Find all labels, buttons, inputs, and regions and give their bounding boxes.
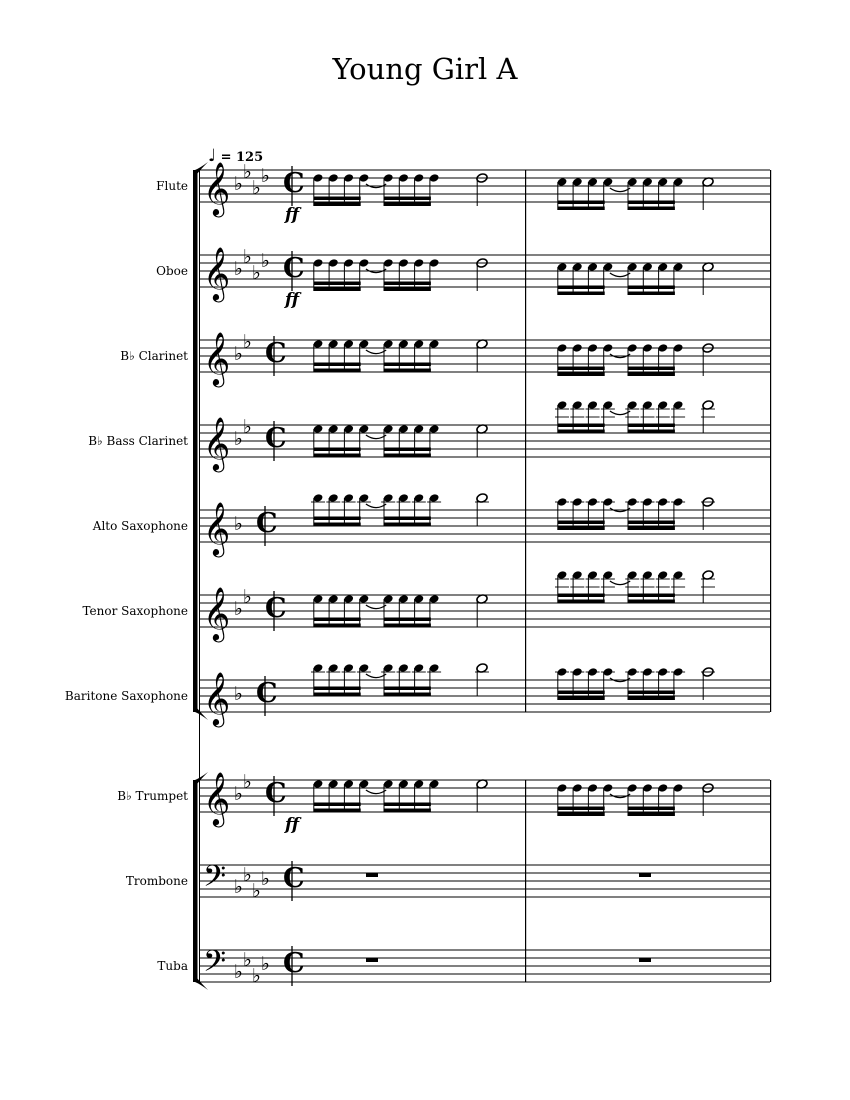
instrument-label: Trombone [125,874,188,888]
treble-clef-icon: 𝄞 [203,501,231,555]
measure-1 [366,873,378,877]
flat-icon: ♭ [243,161,252,183]
woodwind-bracket-bar [193,170,198,712]
beam [384,288,431,292]
cut-time-icon: C [265,338,287,369]
beam [384,517,431,521]
beam [558,813,605,817]
beam [558,697,605,701]
beam [314,624,361,628]
measure-1 [313,424,489,457]
beam [384,454,431,458]
flat-icon: ♭ [234,876,243,898]
system-start-line [199,170,200,982]
measure-2 [557,177,715,210]
tempo-text: = 125 [220,150,264,165]
treble-clef-icon: 𝄞 [203,161,231,215]
beam [314,203,361,207]
beam [628,201,675,205]
beam [384,618,431,622]
tie [366,605,386,609]
staff-3 [199,331,770,387]
quarter-note-icon: ♩ [208,146,217,166]
tie [610,411,630,415]
flat-icon: ♭ [234,961,243,983]
cut-time-icon: C [256,508,278,539]
beam [558,367,605,371]
beam [384,523,431,527]
flat-icon: ♭ [243,246,252,268]
instrument-label: B♭ Trumpet [117,789,188,803]
dynamic-marking: ff [285,205,300,225]
flat-icon: ♭ [252,262,261,284]
staff-9 [199,860,770,902]
staff-1 [199,161,770,217]
flat-icon: ♭ [234,173,243,195]
cut-time-icon: C [265,423,287,454]
beam [558,430,605,434]
beam [558,424,605,428]
barline-brass-end [770,780,771,982]
beam [314,517,361,521]
measure-2 [639,873,651,877]
flat-icon: ♭ [234,258,243,280]
measure-1 [313,594,489,627]
tie [610,273,630,277]
treble-clef-icon: 𝄞 [203,246,231,300]
treble-clef-icon: 𝄞 [203,416,231,470]
beam [314,197,361,201]
score-title: Young Girl A [332,52,518,86]
beam [628,521,675,525]
cut-time-icon: C [283,948,305,979]
beam [628,691,675,695]
beam [558,594,605,598]
tie [366,350,386,354]
beam [558,292,605,296]
beam [558,527,605,531]
bass-clef-icon: 𝄢 [203,860,227,901]
beam [628,430,675,434]
beam [558,600,605,604]
flat-icon: ♭ [243,949,252,971]
tie [366,435,386,439]
beam [314,369,361,373]
beam [558,373,605,377]
cut-time-icon: C [265,778,287,809]
flat-icon: ♭ [261,165,270,187]
treble-clef-icon: 𝄞 [203,671,231,725]
beam [384,282,431,286]
measure-2 [557,262,715,295]
flat-icon: ♭ [243,771,252,793]
tie [366,504,386,508]
beam [628,600,675,604]
beam [628,813,675,817]
tie [610,581,630,585]
bass-clef-icon: 𝄢 [203,945,227,986]
tie [610,188,630,192]
dynamic-marking: ff [285,290,300,310]
beam [314,687,361,691]
measure-2 [555,667,715,700]
tie [366,790,386,794]
flat-icon: ♭ [243,864,252,886]
beam [384,197,431,201]
beam [314,363,361,367]
beam [628,697,675,701]
beam [628,807,675,811]
beam [384,803,431,807]
measure-2 [555,400,715,433]
measure-1 [366,958,378,962]
flat-icon: ♭ [234,428,243,450]
flat-icon: ♭ [234,513,243,535]
measure-2 [639,958,651,962]
staff-7 [199,663,770,727]
instrument-label: B♭ Bass Clarinet [88,434,188,448]
beam [314,448,361,452]
flat-icon: ♭ [261,868,270,890]
flat-icon: ♭ [234,343,243,365]
beam [384,687,431,691]
beam [384,363,431,367]
treble-clef-icon: 𝄞 [203,331,231,385]
brass-bracket-bar [193,780,198,982]
staff-10 [199,945,770,987]
instrument-label: Oboe [156,264,188,278]
tie [366,674,386,678]
beam [314,454,361,458]
flat-icon: ♭ [243,416,252,438]
beam [628,286,675,290]
beam [384,624,431,628]
cut-time-icon: C [256,678,278,709]
barline-woodwinds-end [770,170,771,712]
beam [384,809,431,813]
instrument-label: Tenor Saxophone [82,604,188,618]
treble-clef-icon: 𝄞 [203,586,231,640]
beam [314,282,361,286]
flat-icon: ♭ [252,177,261,199]
beam [384,693,431,697]
beam [558,807,605,811]
beam [314,523,361,527]
beam [628,207,675,211]
cut-time-icon: C [283,168,305,199]
cut-time-icon: C [265,593,287,624]
whole-rest-icon [366,873,378,877]
measure-1 [313,779,489,812]
instrument-label: B♭ Clarinet [120,349,188,363]
staff-6 [199,570,770,642]
instrument-label: Flute [156,179,188,193]
staff-5 [199,493,770,557]
whole-rest-icon [639,873,651,877]
beam [628,367,675,371]
beam [384,448,431,452]
cut-time-icon: C [283,253,305,284]
beam [384,369,431,373]
beam [628,424,675,428]
flat-icon: ♭ [234,683,243,705]
beam [558,286,605,290]
beam [558,521,605,525]
beam [628,373,675,377]
measure-2 [555,497,715,530]
beam [384,203,431,207]
measure-1 [311,493,489,526]
treble-clef-icon: 𝄞 [203,771,231,825]
flat-icon: ♭ [252,965,261,987]
flat-icon: ♭ [243,586,252,608]
staff-2 [199,246,770,302]
beam [558,691,605,695]
staff-8 [199,771,770,827]
flat-icon: ♭ [234,783,243,805]
beam [314,803,361,807]
beam [314,288,361,292]
beam [628,594,675,598]
whole-rest-icon [639,958,651,962]
measure-2 [555,570,715,603]
instrument-label: Alto Saxophone [92,519,188,533]
beam [558,207,605,211]
beam [314,809,361,813]
flat-icon: ♭ [234,598,243,620]
beam [314,693,361,697]
beam [628,527,675,531]
dynamic-marking: ff [285,815,300,835]
instrument-label: Baritone Saxophone [64,689,188,703]
measure-1 [313,339,489,372]
beam [314,618,361,622]
flat-icon: ♭ [261,250,270,272]
whole-rest-icon [366,958,378,962]
beam [628,292,675,296]
instrument-label: Tuba [157,959,188,973]
measure-1 [311,663,489,696]
cut-time-icon: C [283,863,305,894]
staff-4 [199,400,770,472]
flat-icon: ♭ [252,880,261,902]
flat-icon: ♭ [243,331,252,353]
flat-icon: ♭ [261,953,270,975]
beam [558,201,605,205]
